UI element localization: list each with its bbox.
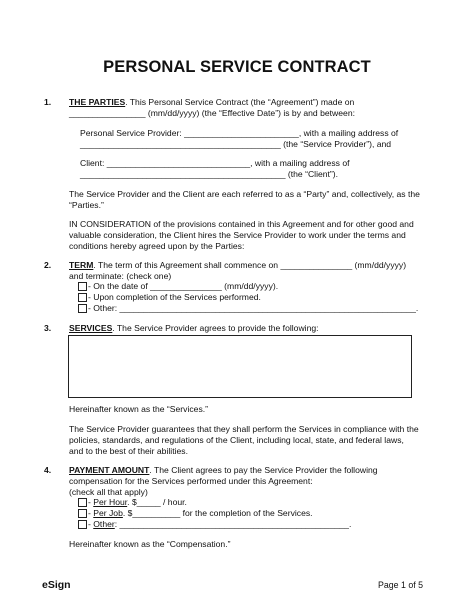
payment-per-hour-rest: . $_____ / hour.	[127, 497, 187, 507]
page-number: Page 1 of 5	[378, 580, 423, 590]
payment-per-hour-option: - Per Hour. $_____ / hour.	[88, 497, 187, 507]
consideration-line-2: valuable consideration, the Client hires the Service Provider to work under the terms and	[69, 230, 406, 240]
section-3-heading: SERVICES	[69, 323, 113, 333]
term-option-2-checkbox[interactable]	[78, 293, 87, 302]
guarantee-line-3: and to the best of their abilities.	[69, 446, 188, 456]
payment-per-job-checkbox[interactable]	[78, 509, 87, 518]
parties-line-2: “Parties.”	[69, 200, 104, 210]
section-1-line-1-text: . This Personal Service Contract (the “Agreement”) made on	[125, 97, 355, 107]
section-2-line-2: and terminate: (check one)	[69, 271, 172, 281]
payment-other-option: - Other: ________________________________________________.	[88, 519, 352, 529]
services-text-box[interactable]	[68, 335, 412, 398]
payment-other-checkbox[interactable]	[78, 520, 87, 529]
section-3-line-1-text: . The Service Provider agrees to provide the following:	[112, 323, 319, 333]
payment-per-job-option: - Per Job. $__________ for the completion of the Services.	[88, 508, 313, 518]
section-4-line-1	[69, 465, 378, 476]
section-2-heading: TERM	[69, 260, 94, 270]
payment-per-job-label: Per Job	[93, 508, 123, 518]
section-1-line-2: ________________ (mm/dd/yyyy) (the “Effective Date”) is by and between:	[69, 108, 355, 118]
term-option-3-label: - Other: ______________________________________________________________.	[88, 303, 419, 313]
parties-line-1: The Service Provider and the Client are each referred to as a “Party” and, collectively, as the	[69, 189, 420, 199]
section-4-number: 4.	[44, 465, 52, 475]
section-4-line-2: compensation for the Services performed under this Agreement:	[69, 476, 313, 486]
services-hereinafter: Hereinafter known as the “Services.”	[69, 404, 208, 414]
section-4-line-3: (check all that apply)	[69, 487, 148, 497]
section-2-number: 2.	[44, 260, 52, 270]
provider-line-2: __________________________________________ (the “Service Provider”), and	[80, 139, 392, 149]
payment-per-job-rest: . $__________ for the completion of the Services.	[122, 508, 313, 518]
section-4-heading: PAYMENT AMOUNT	[69, 465, 150, 475]
section-1-heading: THE PARTIES	[69, 97, 126, 107]
guarantee-line-2: policies, standards, and regulations of the Client, including local, state, and federal laws,	[69, 435, 404, 445]
section-2-line-1-text: . The term of this Agreement shall commence on _______________ (mm/dd/yyyy)	[93, 260, 407, 270]
guarantee-line-1: The Service Provider guarantees that they shall perform the Services in compliance with the	[69, 424, 419, 434]
section-2-line-1	[69, 260, 406, 271]
client-line-2: ___________________________________________ (the “Client”).	[80, 169, 339, 179]
payment-other-label: Other	[93, 519, 115, 529]
term-option-3-checkbox[interactable]	[78, 304, 87, 313]
section-1-line-1	[69, 97, 354, 108]
provider-line-1: Personal Service Provider: ________________________, with a mailing address of	[80, 128, 399, 138]
term-option-1-checkbox[interactable]	[78, 282, 87, 291]
section-4-line-1-text: . The Client agrees to pay the Service Provider the following	[149, 465, 378, 475]
term-option-2-label: - Upon completion of the Services performed.	[88, 292, 261, 302]
section-1-number: 1.	[44, 97, 52, 107]
consideration-line-3: conditions hereby agreed upon by the Parties:	[69, 241, 245, 251]
payment-per-hour-checkbox[interactable]	[78, 498, 87, 507]
client-line-1: Client: ______________________________, with a mailing address of	[80, 158, 350, 168]
section-3-line-1	[69, 323, 319, 334]
compensation-hereinafter: Hereinafter known as the “Compensation.”	[69, 539, 231, 549]
section-3-number: 3.	[44, 323, 52, 333]
esign-logo: eSign	[42, 579, 71, 591]
term-option-1-label: - On the date of _______________ (mm/dd/yyyy).	[88, 281, 279, 291]
document-title: PERSONAL SERVICE CONTRACT	[103, 58, 371, 76]
payment-other-rest: : ________________________________________________.	[114, 519, 352, 529]
consideration-line-1: IN CONSIDERATION of the provisions contained in this Agreement and for other good and	[69, 219, 414, 229]
payment-per-hour-label: Per Hour	[93, 497, 128, 507]
